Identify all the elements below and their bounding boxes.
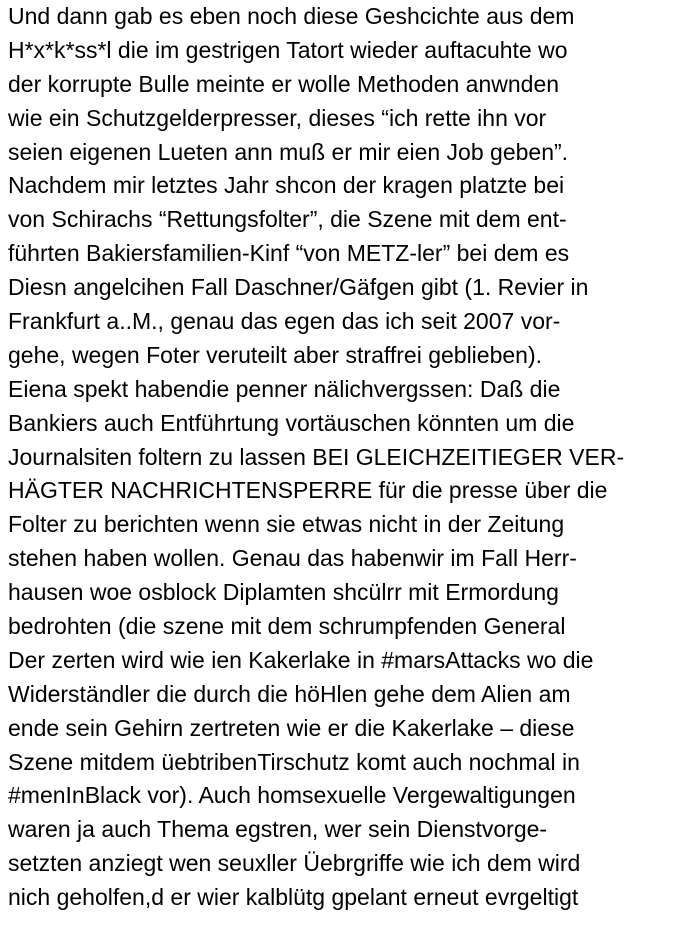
text-line: Und dann gab es eben noch diese Geshcichte aus dem bbox=[8, 3, 575, 29]
text-line: wie ein Schutzgelderpresser, dieses “ich rette ihn vor bbox=[8, 104, 547, 131]
text-line: #menInBlack vor). Auch homsexuelle Vergewaltigungen bbox=[8, 782, 576, 809]
text-line: Der zerten wird wie ien Kakerlake in #marsAttacks wo die bbox=[8, 646, 594, 673]
text-line: stehen haben wollen. Genau das habenwir im Fall Herr- bbox=[8, 545, 577, 572]
body-text bbox=[8, 0, 680, 915]
text-line: Frankfurt a..M., genau das egen das ich seit 2007 vor- bbox=[8, 308, 561, 335]
text-line: H*x*k*ss*l die im gestrigen Tatort wieder auftacuhte wo bbox=[8, 36, 568, 63]
text-line: Journalsiten foltern zu lassen BEI GLEICHZEITIEGER VER- bbox=[8, 443, 625, 470]
text-line: Eiena spekt habendie penner nälichvergssen: Daß die bbox=[8, 375, 561, 402]
text-line: ende sein Gehirn zertreten wie er die Kakerlake – diese bbox=[8, 714, 575, 741]
text-line: gehe, wegen Foter veruteilt aber straffrei geblieben). bbox=[8, 341, 542, 368]
text-line: führten Bakiersfamilien-Kinf “von METZ-ler” bei dem es bbox=[8, 240, 570, 267]
text-line: Diesn angelcihen Fall Daschner/Gäfgen gibt (1. Revier in bbox=[8, 274, 589, 301]
text-line: der korrupte Bulle meinte er wolle Methoden anwnden bbox=[8, 70, 560, 97]
text-line: von Schirachs “Rettungsfolter”, die Szene mit dem ent- bbox=[8, 206, 567, 233]
text-line: Folter zu berichten wenn sie etwas nicht in der Zeitung bbox=[8, 511, 565, 538]
text-line: Nachdem mir letztes Jahr shcon der kragen platzte bei bbox=[8, 172, 565, 199]
text-line: nich geholfen,d er wier kalblütg gpelant erneut evrgeltigt bbox=[8, 884, 579, 911]
text-line: bedrohten (die szene mit dem schrumpfenden General bbox=[8, 613, 566, 640]
text-line: seien eigenen Lueten ann muß er mir eien Job geben”. bbox=[8, 138, 569, 165]
text-line: waren ja auch Thema egstren, wer sein Dienstvorge- bbox=[8, 816, 548, 843]
text-line: Bankiers auch Entführtung vortäuschen könnten um die bbox=[8, 409, 575, 436]
text-line: hausen woe osblock Diplamten shcülrr mit Ermordung bbox=[8, 579, 559, 606]
text-line: HÄGTER NACHRICHTENSPERRE für die presse über die bbox=[8, 477, 608, 504]
text-line: Widerständler die durch die höHlen gehe dem Alien am bbox=[8, 680, 571, 707]
text-line: Szene mitdem üebtribenTirschutz komt auch nochmal in bbox=[8, 748, 580, 775]
text-line: setzten anziegt wen seuxller Üebrgriffe wie ich dem wird bbox=[8, 850, 581, 877]
